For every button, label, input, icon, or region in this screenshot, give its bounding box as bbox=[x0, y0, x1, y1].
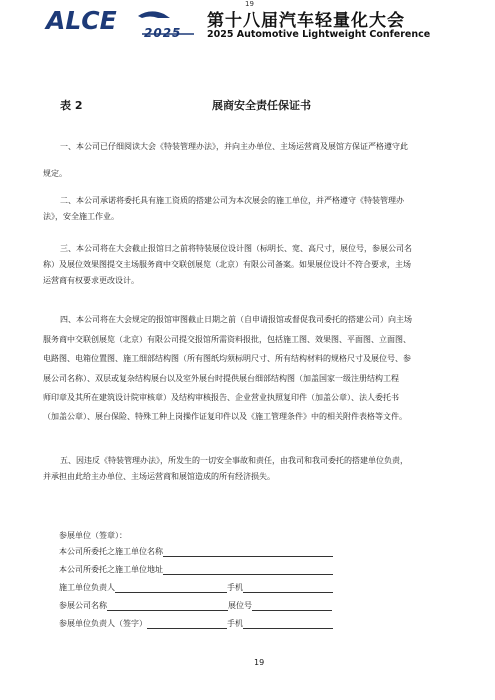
contractor-phone-field[interactable] bbox=[243, 584, 333, 593]
exhibitor-name-label: 参展公司名称 bbox=[59, 601, 107, 610]
conference-title-en: 2025 Automotive Lightweight Conference bbox=[207, 29, 431, 40]
contractor-address-row bbox=[59, 564, 333, 575]
contractor-person-label: 施工单位负责人 bbox=[59, 583, 115, 592]
contractor-person-row bbox=[59, 582, 333, 593]
contractor-name-label: 本公司所委托之施工单位名称 bbox=[59, 547, 163, 556]
clause-4-line-1: 四、本公司将在大会规定的报馆审图截止日期之前（自申请报馆或督促我司委托的搭建公司）向主场 bbox=[60, 315, 412, 324]
exhibitor-person-row bbox=[59, 618, 333, 629]
contractor-name-row bbox=[59, 546, 333, 557]
exhibitor-signature-field[interactable] bbox=[147, 620, 227, 629]
clause-5-line-1: 五、因违反《特装管理办法》，所发生的一切安全事故和责任，由我司和我司委托的搭建单位负责， bbox=[60, 456, 408, 465]
phone-label-1: 手机 bbox=[227, 583, 243, 592]
exhibitor-phone-field[interactable] bbox=[243, 620, 333, 629]
clause-3-line-2: 称）及展位效果图提交主场服务商中交联创展览（北京）有限公司备案。如果展位设计不符合要求，主场 bbox=[43, 260, 411, 269]
clause-5-line-2: 并承担由此给主办单位、主场运营商和展馆造成的所有经济损失。 bbox=[43, 472, 275, 481]
logo-year: 2025 bbox=[144, 26, 182, 40]
conference-title-cn: 第十八届汽车轻量化大会 bbox=[207, 11, 405, 31]
table-label: 表 2 bbox=[60, 99, 83, 112]
contractor-address-field[interactable] bbox=[163, 566, 333, 575]
clause-4-line-4: 展公司名称）、双层或复杂结构展台以及室外展台时提供展台细部结构图（加盖国家一级注册结构工程 bbox=[43, 374, 399, 383]
clause-4-line-2: 服务商中交联创展览（北京）有限公司提交报馆所需资料报批，包括施工图、效果图、平面图、立面图、 bbox=[43, 335, 411, 344]
clause-4-line-5: 师印章及其所在建筑设计院审核章）及结构审核报告、企业营业执照复印件（加盖公章）、法人委托书 bbox=[43, 393, 399, 402]
phone-label-2: 手机 bbox=[227, 619, 243, 628]
exhibitor-name-field[interactable] bbox=[107, 602, 228, 611]
header-page-number: 19 bbox=[245, 0, 254, 8]
clause-2-line-1: 二、本公司承诺将委托具有施工资质的搭建公司为本次展会的施工单位，并严格遵守《特装管理办 bbox=[60, 196, 404, 205]
clause-4-line-3: 电路图、电箱位置图、施工细部结构图（所有图纸均须标明尺寸、所有结构材料的规格尺寸及展位号、参 bbox=[43, 354, 411, 363]
clause-1-line-2: 规定。 bbox=[43, 169, 67, 178]
clause-4-line-6: （加盖公章）、展台保险、特殊工种上岗操作证复印件以及《施工管理条件》中的相关附件表格等文件。 bbox=[43, 412, 407, 421]
clause-1-line-1: 一、本公司已仔细阅读大会《特装管理办法》，并向主办单位、主场运营商及展馆方保证严格遵守此 bbox=[60, 142, 408, 151]
logo-wordmark: ALCE bbox=[46, 6, 117, 35]
signature-label: 参展单位（签章）： bbox=[59, 531, 127, 540]
clause-3-line-3: 运营商有权要求更改设计。 bbox=[43, 276, 139, 285]
exhibitor-name-row bbox=[59, 600, 332, 611]
booth-no-label: 展位号 bbox=[228, 601, 252, 610]
clause-3-line-1: 三、本公司将在大会截止报馆日之前将特装展位设计图（标明长、宽、高尺寸，展位号，参展公司名 bbox=[60, 244, 412, 253]
contractor-address-label: 本公司所委托之施工单位地址 bbox=[59, 565, 163, 574]
clause-2-line-2: 法》，安全施工作业。 bbox=[43, 212, 119, 221]
page-number: 19 bbox=[254, 658, 265, 667]
exhibitor-person-label: 参展单位负责人（签字） bbox=[59, 619, 147, 628]
document-title: 展商安全责任保证书 bbox=[212, 99, 311, 112]
contractor-name-field[interactable] bbox=[163, 548, 333, 557]
contractor-person-field[interactable] bbox=[115, 584, 227, 593]
booth-no-field[interactable] bbox=[252, 602, 332, 611]
